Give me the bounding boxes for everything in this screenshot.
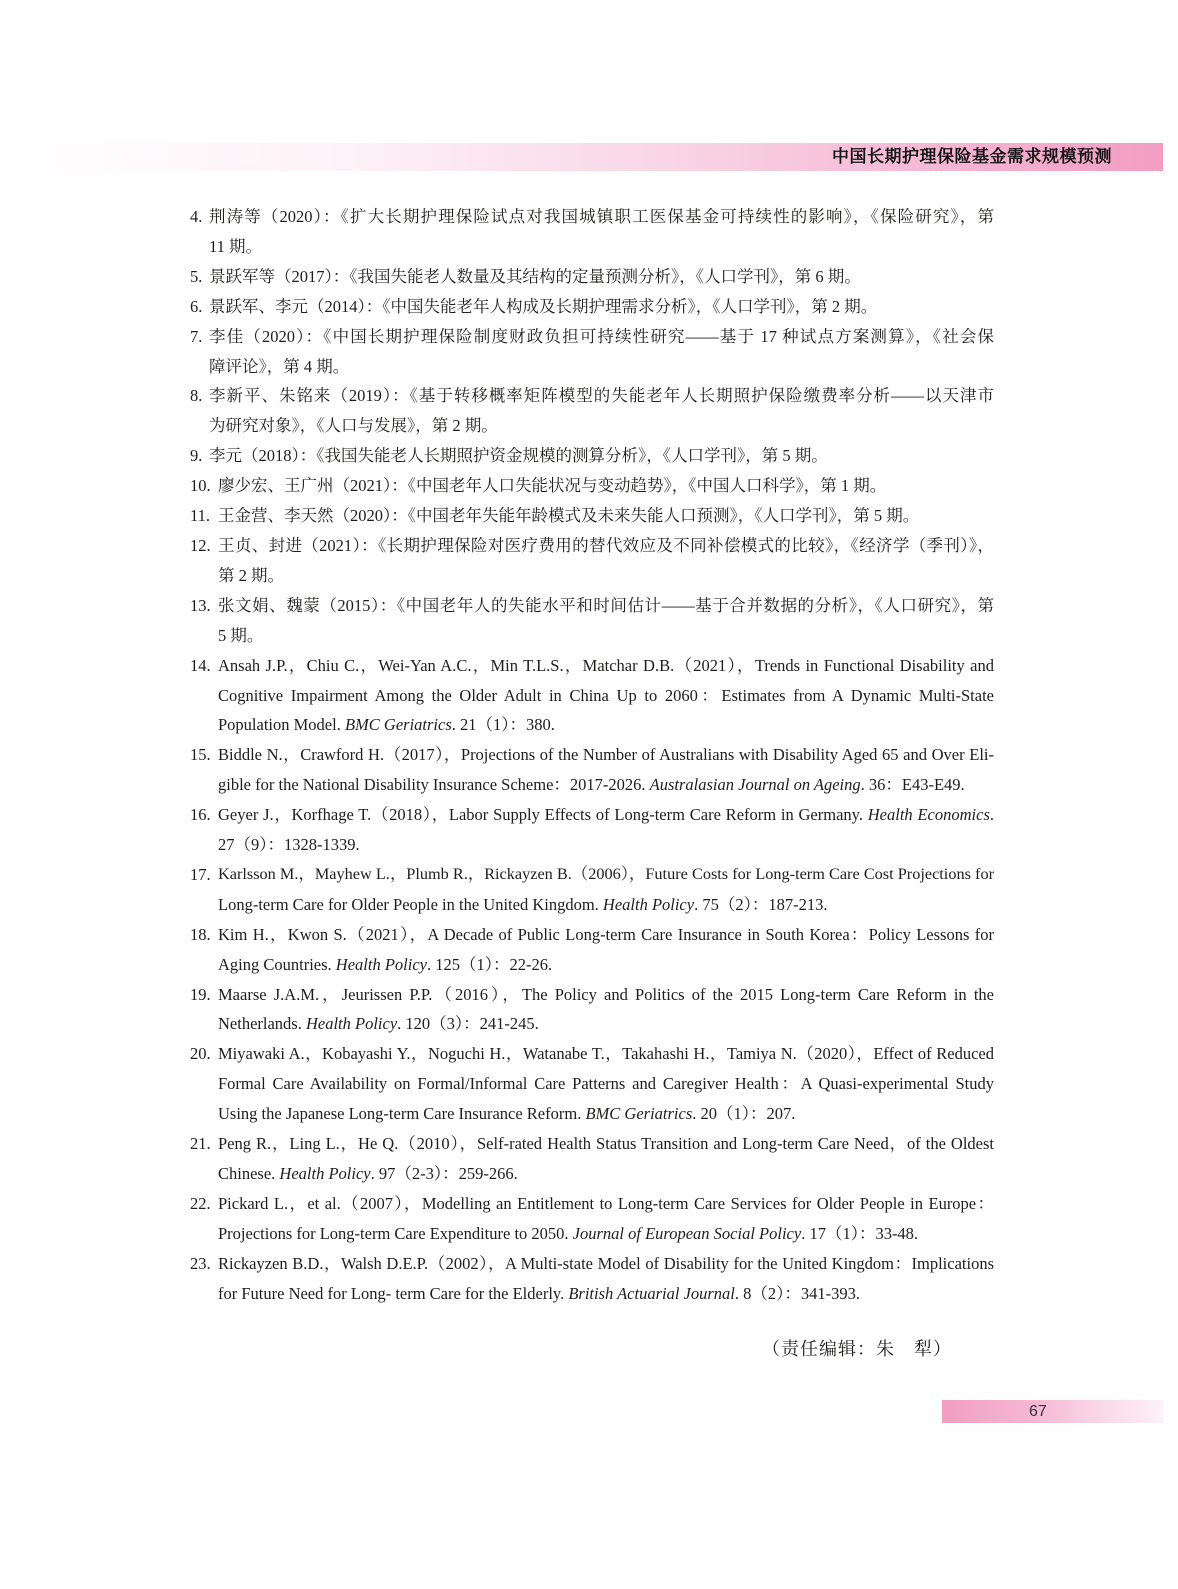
reference-text: 第 2 期。 [218, 565, 284, 585]
reference-number: 18. [190, 924, 211, 944]
reference-item [190, 740, 994, 800]
reference-text: 景跃军等（2017）：《我国失能老人数量及其结构的定量预测分析》，《人口学刊》，第 6 期。 [209, 266, 861, 286]
reference-continuation-line [190, 830, 994, 860]
reference-text: Pickard L.，et al.（2007），Modelling an Entitlement to Long-term Care Services for Older People in Europe： [218, 1193, 994, 1213]
reference-first-line [190, 591, 994, 621]
reference-line-text [218, 531, 994, 561]
reference-continuation-line [190, 1009, 994, 1039]
reference-line-text [218, 920, 994, 950]
reference-first-line [190, 980, 994, 1010]
reference-first-line [190, 501, 994, 531]
reference-number: 17. [190, 864, 211, 884]
reference-number: 11. [190, 506, 211, 526]
reference-text: . 75（2）：187-213. [694, 894, 828, 914]
reference-text: 廖少宏、王广州（2021）：《中国老年人口失能状况与变动趋势》，《中国人口科学》，第 1 期。 [218, 476, 887, 496]
reference-continuation-line [190, 1279, 994, 1309]
reference-first-line [190, 471, 994, 501]
reference-first-line [190, 381, 994, 411]
reference-line-text [218, 1039, 994, 1069]
reference-text: Ansah J.P.，Chiu C.，Wei-Yan A.C.，Min T.L.S.，Matchar D.B.（2021），Trends in Functional Disability and [218, 655, 994, 675]
reference-number: 13. [190, 595, 211, 615]
reference-line-text [218, 740, 994, 770]
reference-line-text [218, 1279, 994, 1309]
reference-item [190, 531, 994, 591]
reference-item [190, 1189, 994, 1249]
reference-first-line [190, 1129, 994, 1159]
reference-text: 景跃军、李元（2014）：《中国失能老年人构成及长期护理需求分析》，《人口学刊》，第 2 期。 [209, 296, 878, 316]
journal-title: BMC Geriatrics [585, 1104, 693, 1124]
reference-line-text [218, 471, 994, 501]
reference-text: Kim H.，Kwon S.（2021），A Decade of Public Long-term Care Insurance in South Korea：Policy Lessons for [218, 924, 994, 944]
reference-line-text [218, 1099, 994, 1129]
page-number: 67 [1029, 1403, 1047, 1420]
reference-first-line [190, 1249, 994, 1279]
reference-line-text [218, 1129, 994, 1159]
reference-line-text [218, 1009, 994, 1039]
reference-item [190, 591, 994, 651]
reference-text: Chinese. [218, 1164, 280, 1183]
reference-number: 16. [190, 805, 211, 825]
reference-text: Peng R.，Ling L.，He Q.（2010），Self-rated Health Status Transition and Long-term Care Need，of the Oldest [218, 1134, 994, 1154]
reference-line-text [209, 352, 994, 382]
reference-line-text [209, 232, 994, 262]
reference-text: . 120（3）：241-245. [397, 1014, 539, 1034]
reference-text: Maarse J.A.M.，Jeurissen P.P.（2016），The Policy and Politics of the 2015 Long-term Care Reform in the [218, 984, 994, 1004]
reference-continuation-line [190, 681, 994, 711]
reference-text: Projections for Long-term Care Expenditure to 2050. [218, 1223, 573, 1243]
reference-item [190, 860, 994, 920]
reference-first-line [190, 1039, 994, 1069]
reference-line-text [209, 202, 994, 232]
reference-line-text [218, 1219, 994, 1249]
reference-continuation-line [190, 232, 994, 262]
reference-text: Rickayzen B.D.，Walsh D.E.P.（2002），A Multi-state Model of Disability for the United Kingdom：Implications [218, 1253, 994, 1273]
reference-text: Long-term Care for Older People in the United Kingdom. [218, 894, 603, 914]
reference-first-line [190, 740, 994, 770]
reference-line-text [218, 1249, 994, 1279]
reference-item [190, 1129, 994, 1189]
reference-text: . 20（1）：207. [692, 1104, 796, 1124]
reference-item [190, 471, 994, 501]
reference-item [190, 651, 994, 741]
reference-text: 李佳（2020）：《中国长期护理保险制度财政负担可持续性研究——基于 17 种试点方案测算》，《社会保 [209, 326, 994, 346]
reference-line-text [218, 681, 994, 711]
running-title: 中国长期护理保险基金需求规模预测 [832, 147, 1112, 167]
reference-text: Population Model. [218, 715, 345, 735]
reference-list [190, 202, 994, 1309]
reference-continuation-line [190, 1069, 994, 1099]
reference-line-text [218, 621, 994, 651]
reference-first-line [190, 441, 994, 471]
reference-continuation-line [190, 1219, 994, 1249]
reference-text: . 8（2）：341-393. [734, 1283, 860, 1303]
reference-line-text [209, 381, 994, 411]
reference-text: Using the Japanese Long-term Care Insurance Reform. [218, 1104, 586, 1124]
reference-line-text [218, 1189, 994, 1219]
reference-line-text [218, 591, 994, 621]
reference-number: 14. [190, 655, 211, 675]
reference-number: 9. [190, 446, 203, 466]
reference-text: . [989, 805, 994, 825]
reference-text: 障评论》，第 4 期。 [209, 356, 350, 376]
reference-text: 王贞、封进（2021）：《长期护理保险对医疗费用的替代效应及不同补偿模式的比较》，《经济学（季刊）》， [218, 535, 994, 555]
reference-continuation-line [190, 1159, 994, 1189]
reference-item [190, 800, 994, 860]
reference-first-line [190, 262, 994, 292]
reference-text: . 21（1）：380. [451, 715, 555, 735]
reference-line-text [209, 411, 994, 441]
reference-first-line [190, 920, 994, 950]
reference-text: . 125（1）：22-26. [426, 954, 553, 974]
reference-line-text [209, 322, 994, 352]
reference-first-line [190, 1189, 994, 1219]
reference-text: 王金营、李天然（2020）：《中国老年失能年龄模式及未来失能人口预测》，《人口学刊》，第 5 期。 [218, 506, 920, 526]
journal-title: Journal of European Social Policy [572, 1223, 802, 1243]
reference-line-text [218, 950, 994, 980]
reference-text: Cognitive Impairment Among the Older Adult in China Up to 2060：Estimates from A Dynamic Multi-State [218, 685, 994, 705]
reference-number: 6. [190, 296, 203, 316]
reference-text: Karlsson M.，Mayhew L.，Plumb R.，Rickayzen B.（2006），Future Costs for Long-term Care Cost Projections for [218, 864, 994, 883]
reference-number: 22. [190, 1193, 211, 1213]
reference-continuation-line [190, 770, 994, 800]
reference-text: Aging Countries. [218, 954, 336, 974]
reference-item [190, 292, 994, 322]
reference-number: 15. [190, 745, 211, 765]
reference-line-text [218, 800, 994, 830]
reference-number: 19. [190, 984, 211, 1004]
reference-line-text [218, 860, 994, 890]
journal-title: BMC Geriatrics [344, 715, 452, 735]
journal-title: Health Economics [867, 805, 990, 825]
reference-line-text [209, 441, 994, 471]
reference-number: 5. [190, 266, 203, 286]
reference-text: 5 期。 [218, 625, 264, 645]
reference-line-text [218, 770, 994, 800]
page-number-band [942, 1400, 1163, 1423]
reference-line-text [218, 561, 994, 591]
reference-first-line [190, 860, 994, 890]
reference-number: 12. [190, 535, 211, 555]
reference-continuation-line [190, 561, 994, 591]
reference-number: 20. [190, 1044, 211, 1064]
reference-line-text [218, 830, 994, 860]
reference-text: Netherlands. [218, 1014, 306, 1034]
reference-continuation-line [190, 621, 994, 651]
editor-note: （责任编辑：朱 犁） [762, 1339, 952, 1359]
reference-item [190, 441, 994, 471]
journal-title: Health Policy [335, 954, 427, 974]
reference-first-line [190, 531, 994, 561]
reference-line-text [218, 1069, 994, 1099]
reference-first-line [190, 292, 994, 322]
reference-line-text [218, 890, 994, 920]
reference-line-text [218, 1159, 994, 1189]
reference-text: Biddle N.，Crawford H.（2017），Projections of the Number of Australians with Disability Aged 65 and Over Eli- [218, 745, 994, 765]
reference-continuation-line [190, 710, 994, 740]
reference-text: 27（9）：1328-1339. [218, 835, 360, 855]
reference-item [190, 322, 994, 382]
reference-text: . 97（2-3）：259-266. [370, 1164, 518, 1183]
reference-text: 张文娟、魏蒙（2015）：《中国老年人的失能水平和时间估计——基于合并数据的分析》，《人口研究》，第 [218, 595, 994, 615]
reference-text: 为研究对象》，《人口与发展》，第 2 期。 [209, 416, 498, 436]
reference-text: 11 期。 [209, 236, 263, 256]
reference-item [190, 920, 994, 980]
journal-title: Health Policy [279, 1164, 371, 1183]
reference-continuation-line [190, 411, 994, 441]
reference-number: 23. [190, 1253, 211, 1273]
journal-title: British Actuarial Journal [568, 1283, 735, 1303]
reference-first-line [190, 202, 994, 232]
reference-item [190, 1249, 994, 1309]
journal-title: Health Policy [305, 1014, 398, 1034]
reference-continuation-line [190, 1099, 994, 1129]
reference-item [190, 501, 994, 531]
reference-continuation-line [190, 950, 994, 980]
reference-first-line [190, 322, 994, 352]
reference-item [190, 381, 994, 441]
reference-text: Formal Care Availability on Formal/Informal Care Patterns and Caregiver Health：A Quasi-experimental Study [218, 1074, 994, 1094]
reference-text: Geyer J.，Korfhage T.（2018），Labor Supply Effects of Long-term Care Reform in Germany. [218, 805, 868, 825]
journal-title: Australasian Journal on Ageing [649, 775, 861, 795]
reference-number: 21. [190, 1134, 211, 1154]
reference-number: 4. [190, 207, 203, 226]
reference-text: Miyawaki A.，Kobayashi Y.，Noguchi H.，Watanabe T.，Takahashi H.，Tamiya N.（2020），Effect of Reduced [218, 1044, 994, 1064]
reference-first-line [190, 800, 994, 830]
reference-text: . 17（1）：33-48. [801, 1223, 919, 1243]
reference-number: 10. [190, 476, 211, 496]
reference-text: 李元（2018）：《我国失能老人长期照护资金规模的测算分析》，《人口学刊》，第 5 期。 [209, 446, 828, 466]
reference-text: gible for the National Disability Insurance Scheme：2017-2026. [218, 775, 650, 795]
reference-number: 8. [190, 386, 203, 406]
reference-line-text [218, 651, 994, 681]
reference-continuation-line [190, 352, 994, 382]
reference-line-text [209, 262, 994, 292]
reference-line-text [218, 710, 994, 740]
reference-item [190, 1039, 994, 1129]
reference-text: 李新平、朱铭来（2019）：《基于转移概率矩阵模型的失能老年人长期照护保险缴费率分析——以天津市 [209, 386, 994, 406]
reference-line-text [218, 501, 994, 531]
reference-continuation-line [190, 890, 994, 920]
reference-line-text [209, 292, 994, 322]
reference-text: for Future Need for Long- term Care for the Elderly. [218, 1283, 569, 1303]
reference-line-text [218, 980, 994, 1010]
reference-item [190, 980, 994, 1040]
reference-text: 荆涛等（2020）：《扩大长期护理保险试点对我国城镇职工医保基金可持续性的影响》，《保险研究》，第 [209, 207, 994, 226]
reference-item [190, 262, 994, 292]
reference-first-line [190, 651, 994, 681]
reference-text: . 36：E43-E49. [860, 775, 965, 795]
reference-item [190, 202, 994, 262]
journal-title: Health Policy [602, 894, 695, 914]
reference-number: 7. [190, 326, 203, 346]
